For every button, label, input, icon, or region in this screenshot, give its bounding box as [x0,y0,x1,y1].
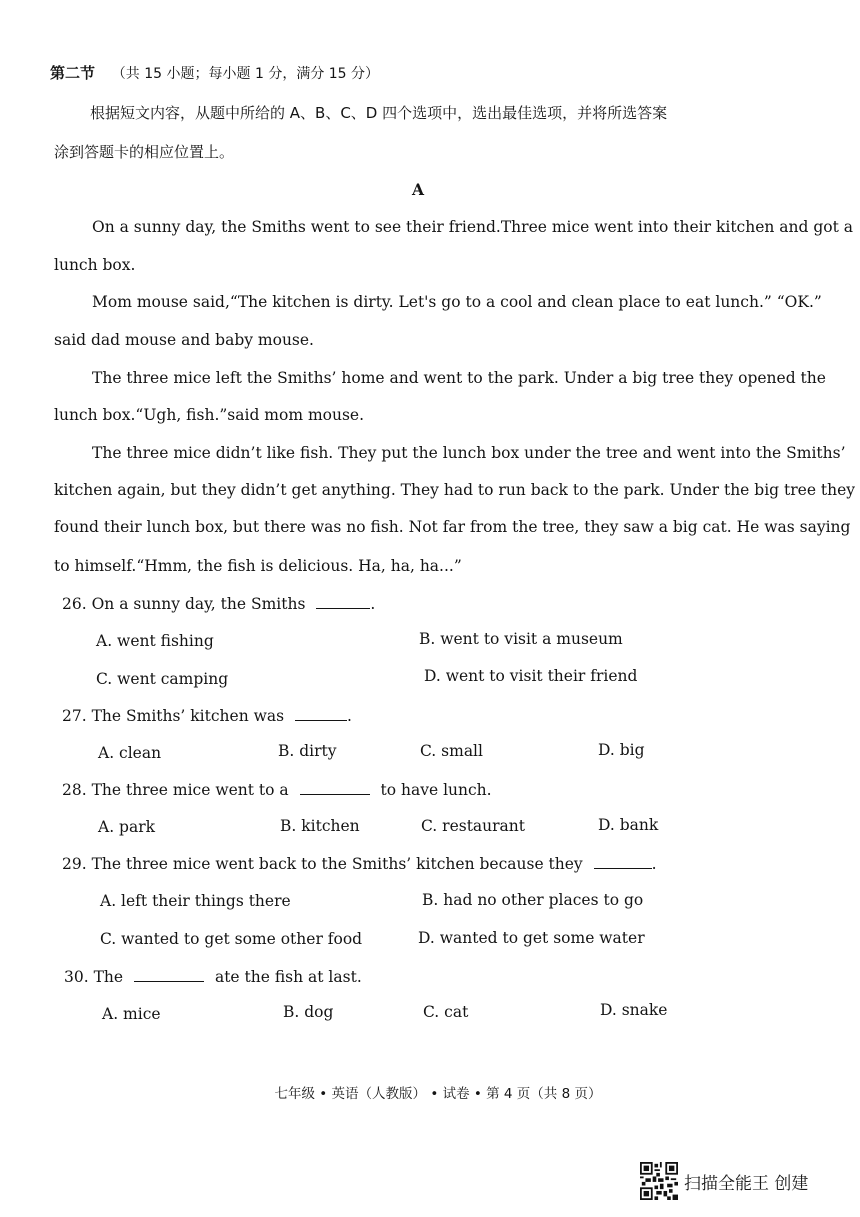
passage-line: kitchen again, but they didn’t get anything. They had to run back to the park. Under the big tree they [54,481,856,499]
question-28 [62,780,492,800]
option-d: D. wanted to get some water [418,929,645,947]
option-a: A. mice [102,1005,161,1023]
option-c: C. wanted to get some other food [100,930,363,948]
option-a: A. clean [98,744,162,762]
question-stem: 29. The three mice went back to the Smiths’ kitchen because they [62,855,583,873]
question-stem: 30. The [64,968,124,986]
option-b: B. kitchen [280,817,360,835]
option-a: A. went fishing [96,632,214,650]
passage-line: lunch box.“Ugh, fish.”said mom mouse. [54,406,365,424]
option-d: D. went to visit their friend [424,667,638,685]
option-c: C. small [420,742,483,760]
section-title: 第二节 [50,64,96,82]
option-c: C. cat [423,1003,469,1021]
question-27 [62,706,352,726]
question-stem-end: to have lunch. [380,781,492,799]
answer-blank [295,706,347,721]
option-b: B. dog [283,1003,334,1021]
option-d: D. bank [598,816,659,834]
answer-blank [300,780,370,795]
answer-blank [594,854,652,869]
question-stem-end: . [347,707,352,725]
answer-blank [134,967,204,982]
question-stem-end: . [370,595,376,613]
page-footer: 七年级 • 英语（人教版） • 试卷 • 第 4 页（共 8 页） [274,1086,602,1102]
passage-line: found their lunch box, but there was no fish. Not far from the tree, they saw a big cat. He was saying [54,518,851,536]
section-heading [50,63,379,84]
question-stem-end: . [651,855,657,873]
watermark-text: 扫描全能王 创建 [684,1173,809,1194]
option-b: B. dirty [278,742,337,760]
qr-code-icon [640,1162,678,1200]
passage-line: said dad mouse and baby mouse. [54,331,314,349]
passage-line: Mom mouse said,“The kitchen is dirty. Let's go to a cool and clean place to eat lunch.” “OK.” [92,293,822,311]
instructions-line-1: 根据短文内容，从题中所给的 A、B、C、D 四个选项中，选出最佳选项，并将所选答案 [90,104,668,122]
question-30 [64,967,362,987]
question-29 [62,854,657,874]
passage-line: The three mice left the Smiths’ home and went to the park. Under a big tree they opened the [92,369,826,387]
question-stem: 28. The three mice went to a [62,781,289,799]
instructions-line-2: 涂到答题卡的相应位置上。 [54,143,235,161]
option-c: C. went camping [96,670,229,688]
option-b: B. had no other places to go [422,891,644,909]
section-note: （共 15 小题；每小题 1 分，满分 15 分） [111,66,380,82]
answer-blank [316,594,370,609]
passage-label: A [411,180,425,199]
passage-line: On a sunny day, the Smiths went to see their friend.Three mice went into their kitchen and got a [92,218,854,236]
option-d: D. snake [600,1001,668,1019]
question-stem: 26. On a sunny day, the Smiths [62,595,306,613]
option-c: C. restaurant [421,817,526,835]
passage-line: lunch box. [54,256,136,274]
option-a: A. park [98,818,156,836]
question-stem-end: ate the fish at last. [214,968,362,986]
option-d: D. big [598,741,645,759]
option-a: A. left their things there [100,892,291,910]
option-b: B. went to visit a museum [419,630,623,648]
passage-line: to himself.“Hmm, the fish is delicious. Ha, ha, ha...” [54,557,462,575]
question-stem: 27. The Smiths’ kitchen was [62,707,285,725]
question-26 [62,594,375,614]
scanner-watermark [640,1162,808,1200]
passage-line: The three mice didn’t like fish. They put the lunch box under the tree and went into the Smiths’ [92,444,846,462]
